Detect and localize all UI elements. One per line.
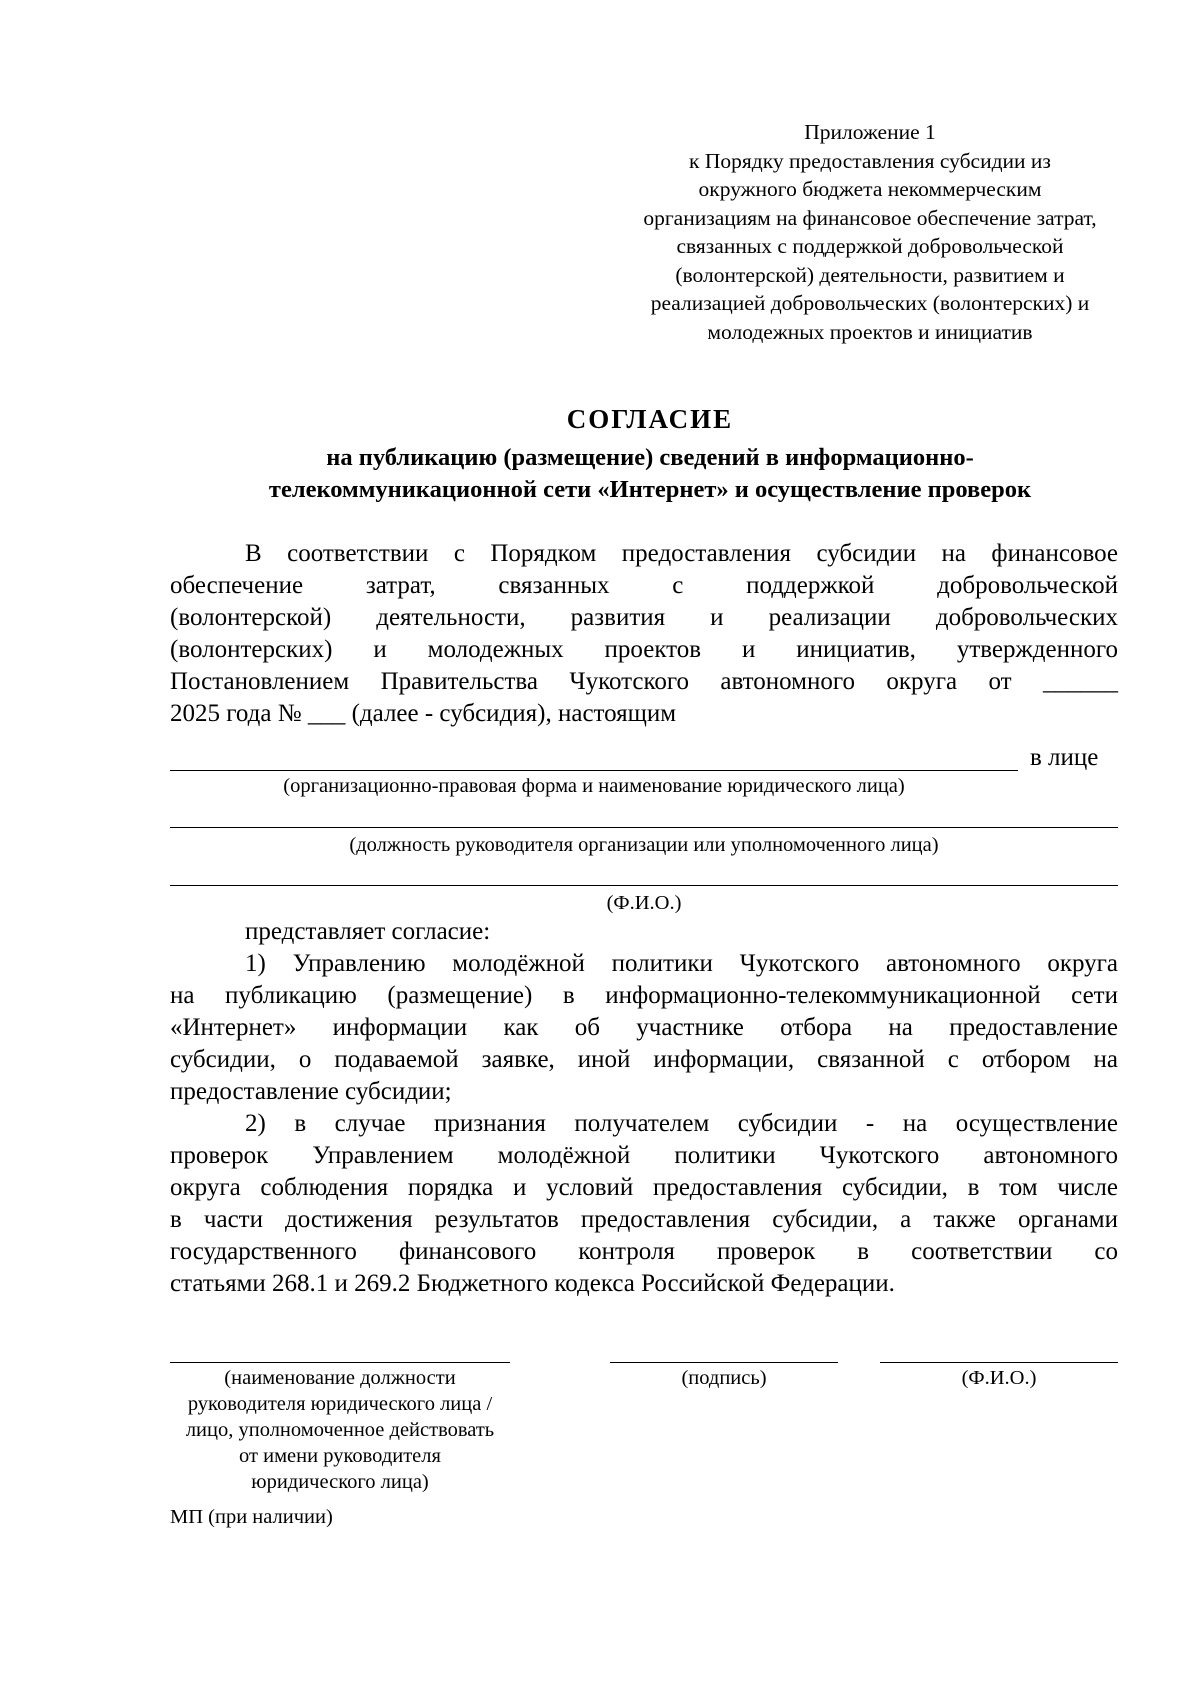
document-subtitle: [170, 442, 1130, 506]
fio-signature-line[interactable]: [880, 1362, 1118, 1363]
appendix-line: Приложение 1: [804, 120, 936, 144]
caption-line: юридического лица): [251, 1471, 429, 1493]
signature-line[interactable]: [610, 1362, 838, 1363]
consent-line: статьями 268.1 и 269.2 Бюджетного кодекса Российской Федерации.: [170, 1270, 895, 1297]
consent-line: государственного финансового контроля проверок в соответствии со: [170, 1238, 1118, 1265]
caption-line: руководителя юридического лица /: [187, 1393, 493, 1415]
intro-paragraph: [170, 538, 1118, 730]
in-person-label: в лице: [1030, 744, 1099, 771]
fio-field-line[interactable]: [170, 885, 1118, 886]
intro-line: (волонтерской) деятельности, развития и реализации добровольческих: [170, 604, 1118, 631]
appendix-line: к Порядку предоставления субсидии из: [689, 148, 1051, 173]
signature-caption: (подпись): [681, 1367, 767, 1389]
intro-line: обеспечение затрат, связанных с поддержкой добровольческой: [170, 572, 1118, 599]
position-caption: (должность руководителя организации или уполномоченного лица): [349, 834, 939, 856]
caption-line: от имени руководителя: [239, 1445, 441, 1467]
consent-line: субсидии, о подаваемой заявке, иной информации, связанной с отбором на: [170, 1046, 1118, 1073]
fio-signature-caption: (Ф.И.О.): [961, 1367, 1037, 1389]
appendix-line: связанных с поддержкой добровольческой: [676, 234, 1064, 258]
consent-line: «Интернет» информации как об участнике отбора на предоставление: [170, 1014, 1118, 1041]
intro-line: 2025 года № ___ (далее - субсидия), настоящим: [170, 700, 677, 727]
position-signature-caption: [170, 1365, 510, 1495]
consent-line: в части достижения результатов предоставления субсидии, а также органами: [170, 1206, 1118, 1233]
position-field-line[interactable]: [170, 827, 1118, 828]
caption-line: лицо, уполномоченное действовать: [185, 1419, 495, 1441]
appendix-header: [590, 118, 1150, 346]
appendix-line: организациям на финансовое обеспечение затрат,: [643, 205, 1097, 230]
subtitle-line: на публикацию (размещение) сведений в информационно-: [326, 444, 974, 471]
consent-line: округа соблюдения порядка и условий предоставления субсидии, в том числе: [170, 1174, 1118, 1201]
stamp-label: МП (при наличии): [170, 1506, 333, 1528]
org-name-caption: (организационно-правовая форма и наименование юридического лица): [283, 775, 905, 797]
consent-line: представляет согласие:: [245, 918, 491, 945]
org-name-field-line[interactable]: [170, 770, 1018, 771]
fio-caption: (Ф.И.О.): [606, 892, 682, 914]
consent-line: 1) Управлению молодёжной политики Чукотского автономного округа: [245, 950, 1118, 977]
consent-line: предоставление субсидии;: [170, 1078, 452, 1105]
consent-line: проверок Управлением молодёжной политики Чукотского автономного: [170, 1142, 1118, 1169]
appendix-line: молодежных проектов и инициатив: [707, 319, 1033, 344]
appendix-line: (волонтерской) деятельности, развитием и: [675, 262, 1065, 287]
subtitle-line: телекоммуникационной сети «Интернет» и осуществление проверок: [268, 476, 1032, 503]
appendix-line: окружного бюджета некоммерческим: [698, 177, 1042, 201]
intro-line: В соответствии с Порядком предоставления субсидии на финансовое: [245, 540, 1118, 567]
position-signature-line[interactable]: [170, 1362, 510, 1363]
intro-line: Постановлением Правительства Чукотского автономного округа от ______: [170, 668, 1118, 695]
appendix-line: реализацией добровольческих (волонтерских) и: [650, 291, 1090, 315]
intro-line: (волонтерских) и молодежных проектов и инициатив, утвержденного: [170, 636, 1118, 663]
consent-line: на публикацию (размещение) в информационно-телекоммуникационной сети: [170, 982, 1118, 1009]
consent-line: 2) в случае признания получателем субсидии - на осуществление: [245, 1110, 1118, 1137]
document-title: СОГЛАСИЕ: [566, 404, 734, 434]
consent-paragraph: [170, 916, 1118, 1300]
caption-line: (наименование должности: [224, 1367, 456, 1389]
